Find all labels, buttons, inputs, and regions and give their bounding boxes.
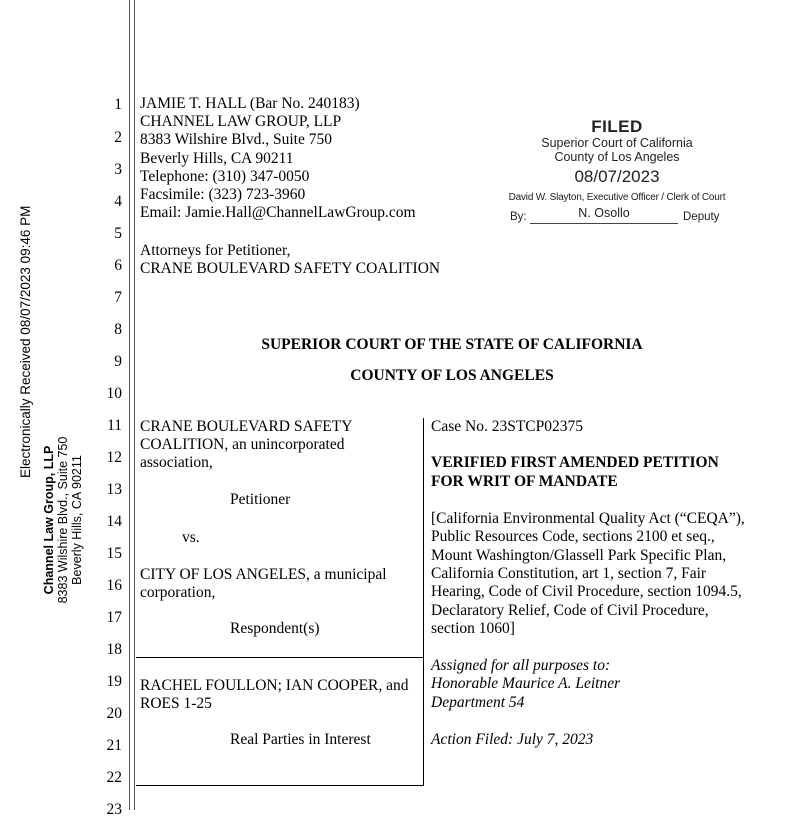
attorney-firm: CHANNEL LAW GROUP, LLP xyxy=(140,113,342,130)
caption-divider xyxy=(423,418,424,786)
line-number: 5 xyxy=(114,225,122,242)
line-number: 14 xyxy=(106,513,122,530)
respondent-role: Respondent(s) xyxy=(230,620,320,637)
signature-line xyxy=(530,223,678,224)
petitioner-name-line2: COALITION, an unincorporated xyxy=(140,436,345,453)
stamp-deputy-label: Deputy xyxy=(683,211,720,223)
line-number: 15 xyxy=(106,545,122,562)
firm-address-line1: 8383 Wilshire Blvd., Suite 750 xyxy=(56,436,70,604)
caption-separator xyxy=(136,657,423,658)
causes-line: Declaratory Relief, Code of Civil Procedure, xyxy=(431,602,709,619)
line-number: 17 xyxy=(106,609,122,626)
document-title-line2: FOR WRIT OF MANDATE xyxy=(431,473,618,490)
attorney-address2: Beverly Hills, CA 90211 xyxy=(140,150,294,167)
respondent-name-line2: corporation, xyxy=(140,584,216,601)
versus-label: vs. xyxy=(182,529,200,546)
line-number: 7 xyxy=(114,289,122,306)
line-number: 22 xyxy=(106,769,122,786)
causes-line: section 1060] xyxy=(431,620,515,637)
causes-line: Hearing, Code of Civil Procedure, section 1094.5, xyxy=(431,583,742,600)
stamp-by-line xyxy=(490,205,744,225)
stamp-date: 08/07/2023 xyxy=(574,167,660,186)
line-number: 20 xyxy=(106,705,122,722)
attorneys-for-label: Attorneys for Petitioner, xyxy=(140,242,291,259)
line-number: 3 xyxy=(114,161,122,178)
line-number: 19 xyxy=(106,673,122,690)
filed-stamp xyxy=(490,118,744,225)
court-title: SUPERIOR COURT OF THE STATE OF CALIFORNIA xyxy=(261,336,643,353)
line-number: 10 xyxy=(106,385,122,402)
line-number: 16 xyxy=(106,577,122,594)
assigned-line1: Assigned for all purposes to: xyxy=(431,657,611,674)
line-number: 23 xyxy=(106,801,122,818)
action-filed-date: Action Filed: July 7, 2023 xyxy=(431,731,594,748)
causes-line: California Constitution, art 1, section 7, Fair xyxy=(431,565,707,582)
causes-line: Mount Washington/Glassell Park Specific Plan, xyxy=(431,547,727,564)
real-parties-line2: ROES 1-25 xyxy=(140,695,212,712)
line-number: 9 xyxy=(114,353,122,370)
margin-rule-inner xyxy=(134,0,135,810)
attorney-address1: 8383 Wilshire Blvd., Suite 750 xyxy=(140,131,332,148)
stamp-deputy-name: N. Osollo xyxy=(578,206,630,220)
petitioner-name-line1: CRANE BOULEVARD SAFETY xyxy=(140,418,353,435)
causes-line: Public Resources Code, sections 2100 et seq., xyxy=(431,528,715,545)
line-number: 2 xyxy=(114,129,122,146)
stamp-clerk: David W. Slayton, Executive Officer / Clerk of Court xyxy=(508,192,726,203)
line-number: 13 xyxy=(106,481,122,498)
line-number: 4 xyxy=(114,193,122,210)
line-number: 6 xyxy=(114,257,122,274)
caption-bottom-rule xyxy=(136,785,423,786)
attorney-email[interactable]: Email: Jamie.Hall@ChannelLawGroup.com xyxy=(140,204,416,221)
causes-line: [California Environmental Quality Act (“CEQA”), xyxy=(431,510,745,527)
firm-name: Channel Law Group, LLP xyxy=(42,445,56,595)
line-number: 18 xyxy=(106,641,122,658)
stamp-court: Superior Court of California xyxy=(541,136,693,150)
firm-address-line2: Beverly Hills, CA 90211 xyxy=(70,455,84,585)
firm-footer-vertical xyxy=(42,435,84,605)
attorney-name: JAMIE T. HALL (Bar No. 240183) xyxy=(140,95,360,112)
attorney-telephone: Telephone: (310) 347-0050 xyxy=(140,168,310,185)
stamp-by-label: By: xyxy=(510,211,527,223)
real-parties-role: Real Parties in Interest xyxy=(230,731,371,748)
electronic-receipt-stamp: Electronically Received 08/07/2023 09:46 PM xyxy=(18,205,33,478)
respondent-name-line1: CITY OF LOS ANGELES, a municipal xyxy=(140,566,387,583)
line-number: 11 xyxy=(107,417,122,434)
assigned-judge: Honorable Maurice A. Leitner xyxy=(431,675,621,692)
line-number: 1 xyxy=(114,96,122,113)
document-title-line1: VERIFIED FIRST AMENDED PETITION xyxy=(431,454,719,471)
margin-rule-outer xyxy=(129,0,130,810)
court-county: COUNTY OF LOS ANGELES xyxy=(350,367,554,384)
attorneys-for-client: CRANE BOULEVARD SAFETY COALITION xyxy=(140,260,441,277)
assigned-department: Department 54 xyxy=(431,694,525,711)
line-number: 12 xyxy=(106,449,122,466)
attorney-facsimile: Facsimile: (323) 723-3960 xyxy=(140,186,306,203)
stamp-county: County of Los Angeles xyxy=(554,150,680,164)
stamp-filed: FILED xyxy=(591,117,643,136)
petitioner-role: Petitioner xyxy=(230,491,291,508)
real-parties-line1: RACHEL FOULLON; IAN COOPER, and xyxy=(140,677,409,694)
case-number: Case No. 23STCP02375 xyxy=(431,418,583,435)
petitioner-name-line3: association, xyxy=(140,454,213,471)
line-number: 8 xyxy=(114,321,122,338)
line-number: 21 xyxy=(106,737,122,754)
